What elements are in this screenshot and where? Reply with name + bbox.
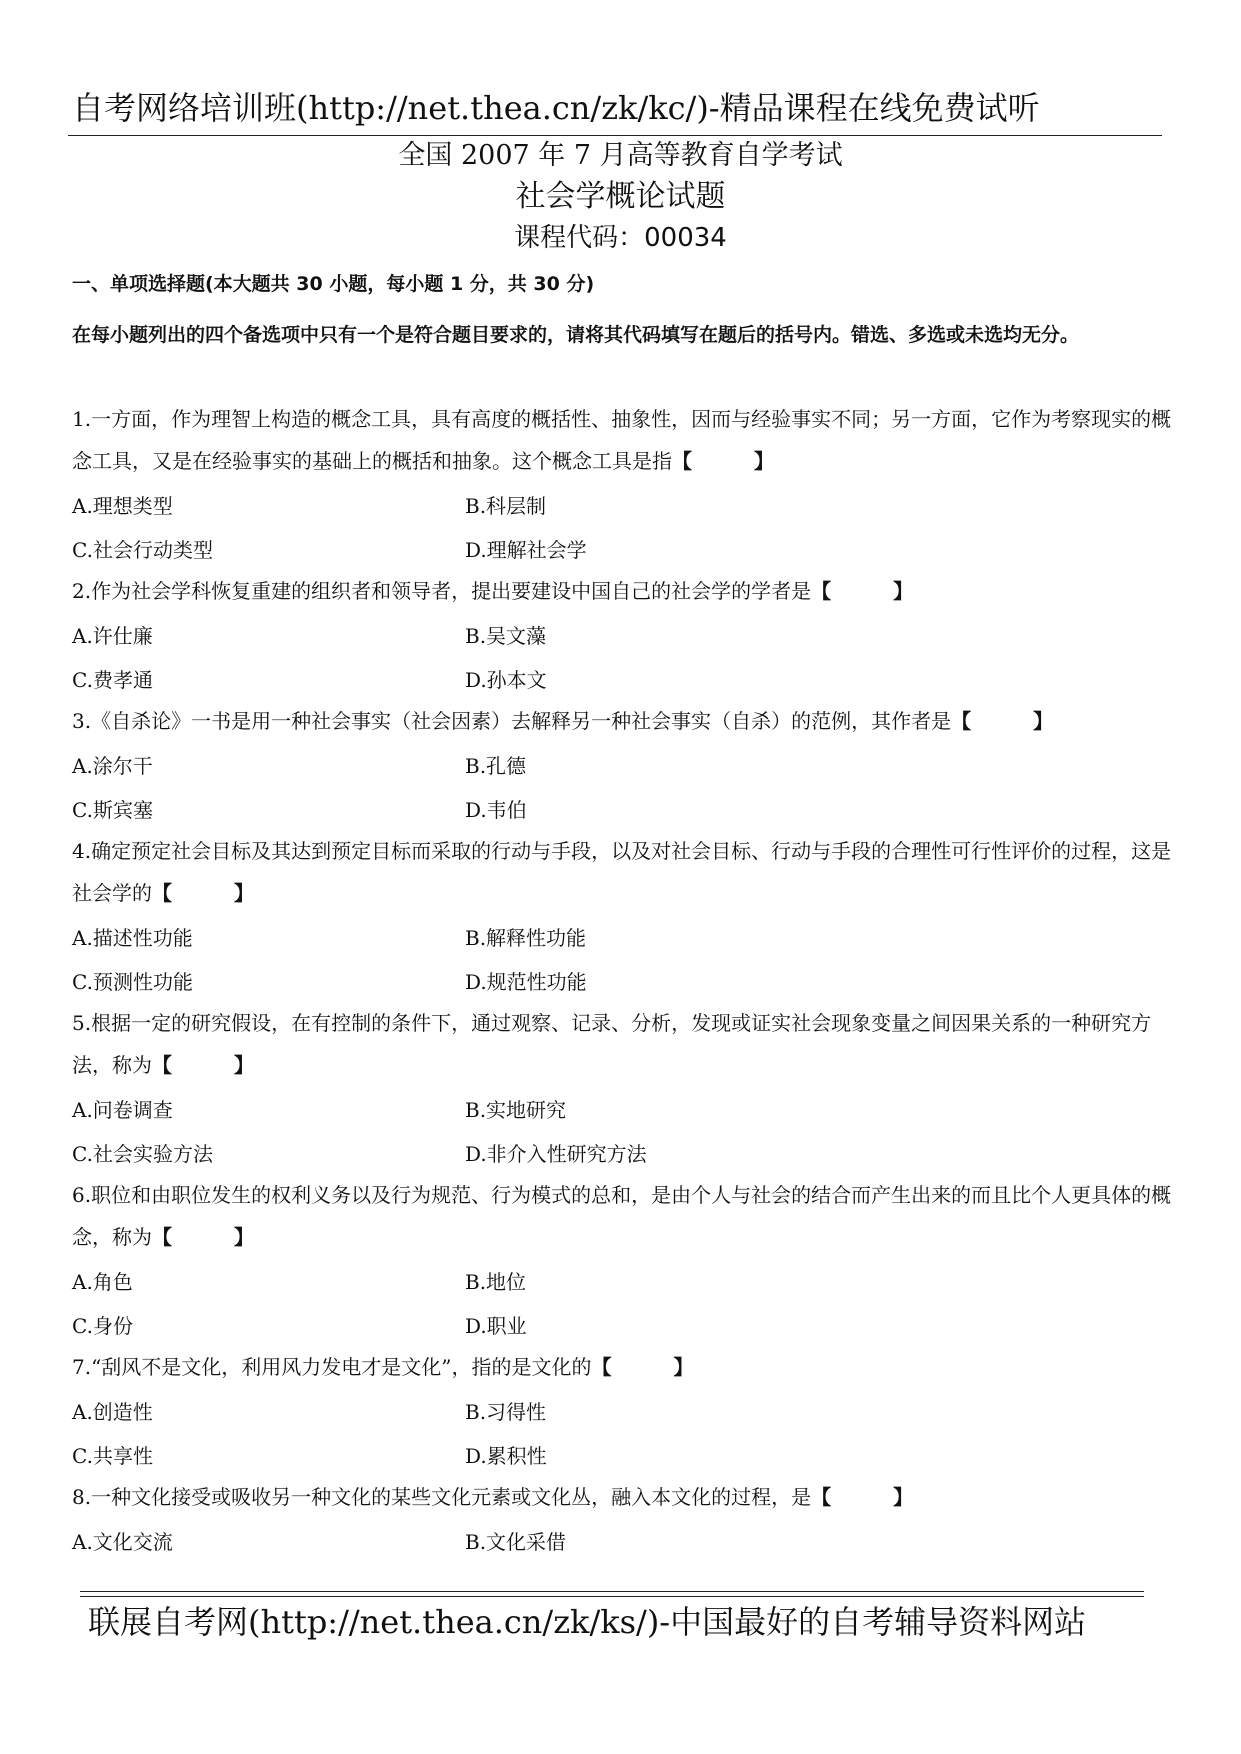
answer-option: B.实地研究 [465,1097,567,1122]
answer-option: C.社会实验方法 [72,1141,213,1166]
answer-option: B.文化采借 [465,1529,567,1554]
option-row [72,1258,1182,1302]
question-text: 3.《自杀论》一书是用一种社会事实（社会因素）去解释另一种社会事实（自杀）的范例，其作者是 [72,709,952,733]
option-row [72,1518,1182,1562]
answer-bracket-left: 【 [672,449,692,473]
option-row [72,1130,1182,1174]
question-item [72,1476,1182,1562]
option-row [72,914,1182,958]
answer-option: B.解释性功能 [465,925,587,950]
section-instruction: 在每小题列出的四个备选项中只有一个是符合题目要求的，请将其代码填写在题后的括号内。错选、多选或未选均无分。 [72,324,1080,346]
question-item [72,398,1182,570]
answer-option: B.吴文藻 [465,623,547,648]
answer-option: D.理解社会学 [465,537,587,562]
question-stem [72,1174,1182,1258]
answer-bracket-right: 】 [234,1225,254,1249]
option-row [72,1302,1182,1346]
answer-option: C.费孝通 [72,667,153,692]
answer-option: A.理想类型 [72,493,173,518]
answer-option: D.累积性 [465,1443,547,1468]
answer-option: C.社会行动类型 [72,537,213,562]
answer-option: C.预测性功能 [72,969,193,994]
answer-option: D.职业 [465,1313,527,1338]
question-stem [72,1002,1182,1086]
answer-option: C.斯宾塞 [72,797,153,822]
answer-option: D.规范性功能 [465,969,587,994]
answer-option: B.习得性 [465,1399,547,1424]
answer-bracket-right: 】 [893,579,914,603]
answer-bracket-right: 】 [893,1485,914,1509]
option-row [72,612,1182,656]
option-row [72,1432,1182,1476]
answer-option: B.地位 [465,1269,527,1294]
question-item [72,1346,1182,1476]
section-heading: 一、单项选择题(本大题共 30 小题，每小题 1 分，共 30 分) [72,273,595,295]
course-code: 课程代码：00034 [514,223,727,253]
answer-bracket-left: 【 [811,579,832,603]
option-row [72,1388,1182,1432]
exam-subject: 社会学概论试题 [515,179,726,214]
option-row [72,742,1182,786]
footer-divider [80,1591,1144,1597]
question-stem [72,398,1182,482]
question-stem [72,570,1182,612]
question-stem [72,1476,1182,1518]
answer-option: D.韦伯 [465,797,527,822]
option-row [72,1086,1182,1130]
question-text: 7.“刮风不是文化，利用风力发电才是文化”，指的是文化的 [72,1355,592,1379]
option-row [72,482,1182,526]
answer-bracket-right: 】 [234,881,254,905]
answer-option: A.许仕廉 [72,623,153,648]
answer-option: C.共享性 [72,1443,153,1468]
answer-option: D.孙本文 [465,667,547,692]
option-row [72,526,1182,570]
option-row [72,958,1182,1002]
question-text: 5.根据一定的研究假设，在有控制的条件下，通过观察、记录、分析，发现或证实社会现象变量之间因果关系的一种研究方法，称为 [72,1011,1152,1077]
answer-bracket-left: 【 [811,1485,832,1509]
question-stem [72,700,1182,742]
question-item [72,570,1182,700]
question-stem [72,830,1182,914]
answer-option: A.描述性功能 [72,925,193,950]
answer-option: A.角色 [72,1269,133,1294]
answer-bracket-left: 【 [152,881,172,905]
answer-bracket-right: 】 [673,1355,694,1379]
answer-bracket-left: 【 [591,1355,612,1379]
question-item [72,1174,1182,1346]
question-text: 1.一方面，作为理智上构造的概念工具，具有高度的概括性、抽象性，因而与经验事实不同；另一方面，它作为考察现实的概念工具，又是在经验事实的基础上的概括和抽象。这个概念工具是指 [72,407,1172,473]
page-footer-banner: 联展自考网(http://net.thea.cn/zk/ks/)-中国最好的自考辅导资料网站 [88,1603,1087,1641]
answer-bracket-left: 【 [152,1053,172,1077]
page-header-banner: 自考网络培训班(http://net.thea.cn/zk/kc/)-精品课程在线免费试听 [72,89,1040,127]
header-divider [68,135,1162,136]
answer-option: B.科层制 [465,493,547,518]
answer-option: C.身份 [72,1313,133,1338]
question-text: 2.作为社会学科恢复重建的组织者和领导者，提出要建设中国自己的社会学的学者是 [72,579,812,603]
question-item [72,830,1182,1002]
question-item [72,1002,1182,1174]
answer-option: A.涂尔干 [72,753,153,778]
answer-option: A.问卷调查 [72,1097,173,1122]
question-item [72,700,1182,830]
question-text: 8.一种文化接受或吸收另一种文化的某些文化元素或文化丛，融入本文化的过程，是 [72,1485,812,1509]
answer-bracket-right: 】 [234,1053,254,1077]
answer-bracket-left: 【 [951,709,972,733]
question-text: 4.确定预定社会目标及其达到预定目标而采取的行动与手段，以及对社会目标、行动与手段的合理性可行性评价的过程，这是社会学的 [72,839,1172,905]
answer-option: A.创造性 [72,1399,153,1424]
answer-bracket-left: 【 [152,1225,172,1249]
answer-bracket-right: 】 [754,449,774,473]
option-row [72,786,1182,830]
exam-title: 全国 2007 年 7 月高等教育自学考试 [398,140,843,171]
option-row [72,656,1182,700]
question-list [72,398,1182,1562]
question-stem [72,1346,1182,1388]
answer-option: B.孔德 [465,753,527,778]
question-text: 6.职位和由职位发生的权利义务以及行为规范、行为模式的总和，是由个人与社会的结合而产生出来的而且比个人更具体的概念，称为 [72,1183,1172,1249]
answer-option: A.文化交流 [72,1529,173,1554]
answer-bracket-right: 】 [1033,709,1054,733]
answer-option: D.非介入性研究方法 [465,1141,647,1166]
